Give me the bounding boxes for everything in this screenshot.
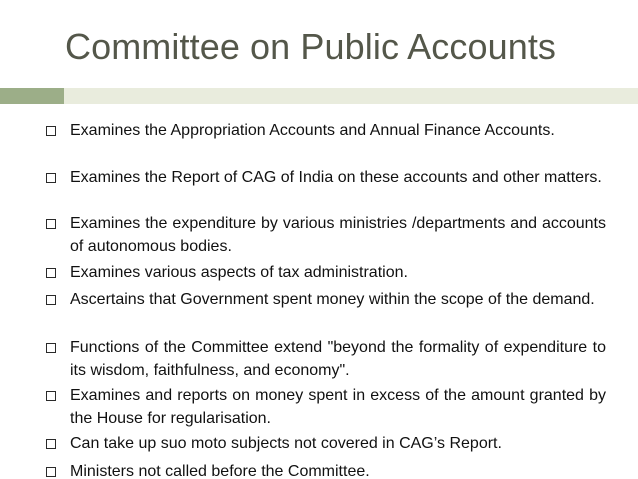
bullet-item (46, 261, 606, 284)
bullet-item (46, 336, 606, 382)
bullet-item (46, 460, 606, 479)
bullet-text: Can take up suo moto subjects not covered in CAG’s Report. (70, 435, 502, 452)
square-bullet-icon (46, 343, 56, 353)
bullet-text: Examines and reports on money spent in excess of the amount granted by the House for regularisation. (70, 387, 606, 427)
square-bullet-icon (46, 295, 56, 305)
slide-title: Committee on Public Accounts (65, 26, 557, 67)
bullet-item (46, 119, 606, 142)
bullet-item (46, 166, 606, 189)
square-bullet-icon (46, 391, 56, 401)
bullet-text: Examines the Report of CAG of India on these accounts and other matters. (70, 169, 602, 186)
square-bullet-icon (46, 439, 56, 449)
square-bullet-icon (46, 173, 56, 183)
bullet-text: Examines the expenditure by various ministries /departments and accounts of autonomous bodies. (70, 215, 606, 255)
bullet-text: Ascertains that Government spent money within the scope of the demand. (70, 291, 595, 308)
square-bullet-icon (46, 467, 56, 477)
bullet-text: Ministers not called before the Committee. (70, 463, 370, 479)
square-bullet-icon (46, 268, 56, 278)
bullet-text: Examines the Appropriation Accounts and Annual Finance Accounts. (70, 122, 555, 139)
square-bullet-icon (46, 219, 56, 229)
bullet-item (46, 384, 606, 430)
square-bullet-icon (46, 126, 56, 136)
bullet-text: Examines various aspects of tax administration. (70, 264, 408, 281)
bullet-item (46, 288, 606, 311)
bullet-item (46, 432, 606, 455)
bullet-item (46, 212, 606, 258)
bullet-text: Functions of the Committee extend "beyond the formality of expenditure to its wisdom, faithfulness, and economy". (70, 339, 606, 379)
